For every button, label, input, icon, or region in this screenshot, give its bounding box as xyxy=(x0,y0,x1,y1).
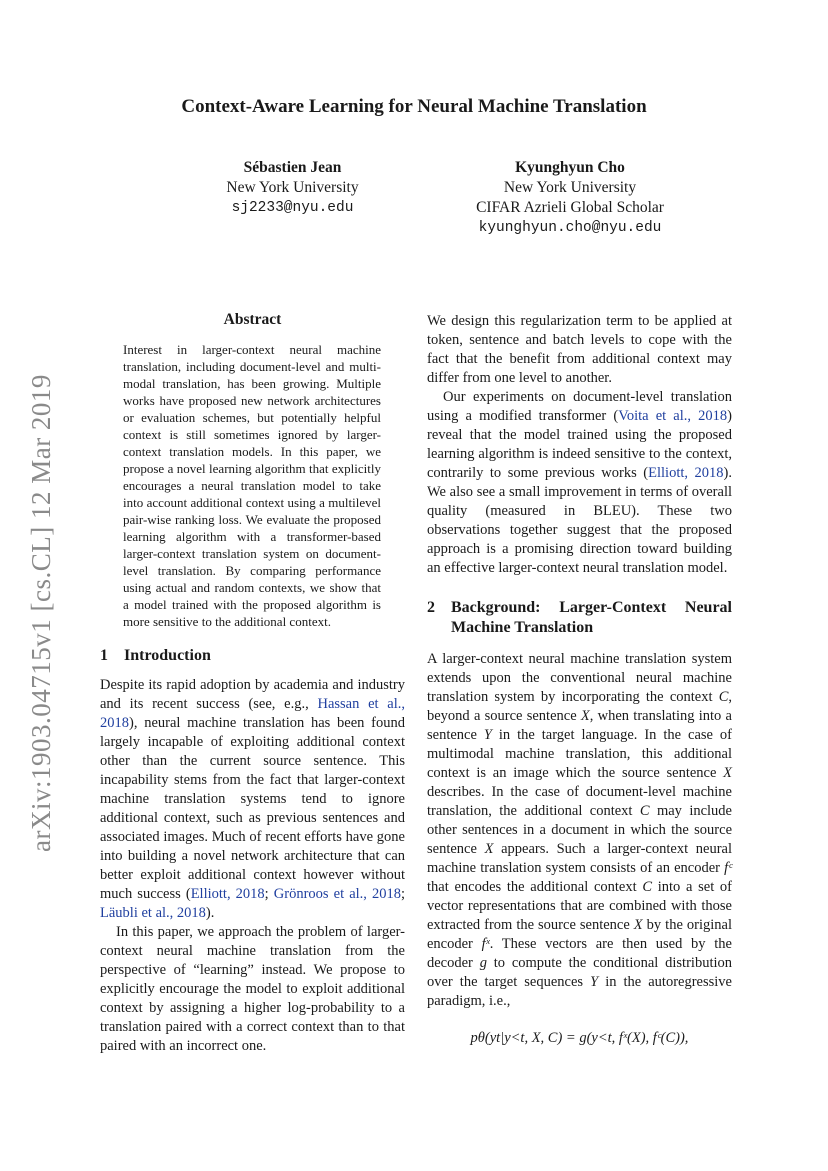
text-run: ) reveal that the model trained using the proposed learning algorithm is indeed sensitive to the context, contrarily to some previous works ( xyxy=(427,408,732,481)
math-symbol: C xyxy=(642,879,653,895)
left-column xyxy=(100,310,405,1056)
text-run: to compute the conditional distribution over the target sequences xyxy=(427,955,732,990)
citation-link[interactable]: Elliott, 2018 xyxy=(190,886,265,902)
author-block-1 xyxy=(160,158,425,218)
math-symbol: g xyxy=(479,955,487,971)
author-block-2 xyxy=(420,158,720,238)
section-heading-introduction xyxy=(100,646,405,666)
text-run: ; xyxy=(264,886,274,902)
citation-link[interactable]: Hassan et al., 2018 xyxy=(100,696,405,731)
text-run: . These vectors are then used by the decoder xyxy=(427,936,732,971)
text-run: in the autoregressive paradigm, i.e., xyxy=(427,974,732,1009)
math-symbol: X xyxy=(723,765,732,781)
text-run: Despite its rapid adoption by academia and industry and its recent success (see, e.g., xyxy=(100,677,405,712)
text-run: , beyond a source sentence xyxy=(427,689,732,724)
text-run: in the target language. In the case of multimodal machine translation, this additional context is an image which the source sentence xyxy=(427,727,732,781)
text-run: ). We also see a small improvement in terms of overall quality (measured in BLEU). These two observations together suggest that the proposed approach is a promising direction toward building an effective larger-context neural translation model. xyxy=(427,465,732,576)
equation-1: pθ(yt|y<t, X, C) = g(y<t, fˣ(X), fᶜ(C)), xyxy=(470,1030,689,1046)
section-title: Introduction xyxy=(124,647,211,664)
math-symbol: X xyxy=(633,917,643,933)
math-symbol: fˣ xyxy=(481,936,490,952)
math-symbol: C xyxy=(718,689,729,705)
text-run: Our experiments on document-level translation using a modified transformer ( xyxy=(427,389,732,424)
text-run: ), neural machine translation has been found largely incapable of exploiting additional context other than the current source sentence. This incapability stems from the fact that larger-context machine translation systems tend to ignore additional context, such as previous sentences and associated images. Much of recent efforts have gone into building a novel network architecture that can better exploit additional context however without much success ( xyxy=(100,715,405,902)
citation-link[interactable]: Elliott, 2018 xyxy=(648,465,724,481)
math-symbol: X xyxy=(580,708,590,724)
body-paragraph-1: We design this regularization term to be applied at token, sentence and batch levels to cope with the fact that the benefit from additional context may differ from one level to another. xyxy=(427,313,732,386)
author-name: Kyunghyun Cho xyxy=(515,159,625,176)
arxiv-identifier-stamp: arXiv:1903.04715v1 [cs.CL] 12 Mar 2019 xyxy=(26,374,56,852)
paper-title: Context-Aware Learning for Neural Machine Translation xyxy=(181,96,647,117)
author-affiliation: New York University xyxy=(503,179,637,196)
text-run: may include other sentences in a document in which the source sentence xyxy=(427,803,732,857)
background-paragraph-1 xyxy=(427,650,732,1011)
section-title: Background: Larger-Context Neural Machine Translation xyxy=(451,599,732,636)
intro-paragraph-2: In this paper, we approach the problem of larger-context neural machine translation from the perspective of “learning” instead. We propose to explicitly encourage the model to exploit additional context by assigning a higher log-probability to a translation paired with a correct context than to that paired with an incorrect one. xyxy=(100,924,405,1054)
intro-paragraph-1 xyxy=(100,676,405,923)
text-run: , when translating into a sentence xyxy=(427,708,732,743)
text-run: A larger-context neural machine translation system extends upon the conventional neural machine translation system by incorporating the context xyxy=(427,651,732,705)
text-run: that encodes the additional context xyxy=(427,879,643,895)
body-paragraph-2 xyxy=(427,388,732,578)
section-number: 1 xyxy=(100,647,108,664)
math-symbol: X xyxy=(484,841,494,857)
abstract-heading: Abstract xyxy=(223,311,282,328)
text-run: by the original encoder xyxy=(427,917,732,952)
math-symbol: fᶜ xyxy=(724,860,732,876)
author-email: kyunghyun.cho@nyu.edu xyxy=(478,220,662,236)
math-symbol: Y xyxy=(483,727,492,743)
author-name: Sébastien Jean xyxy=(243,159,342,176)
citation-link[interactable]: Läubli et al., 2018 xyxy=(100,905,206,921)
text-run: ; xyxy=(401,886,406,902)
text-run: describes. In the case of document-level machine translation, the additional context xyxy=(427,784,732,819)
section-number: 2 xyxy=(427,599,435,616)
author-email: sj2233@nyu.edu xyxy=(231,200,354,216)
abstract-text: Interest in larger-context neural machine translation, including document-level and multi-modal translation, has been growing. Multiple works have proposed new network architectures or evaluation schemes, but potentially helpful context is still sometimes ignored by larger-context translation models. In this paper, we propose a novel learning algorithm that explicitly encourages a neural translation model to take into account additional context using a multilevel pair-wise ranking loss. We evaluate the proposed learning algorithm with a transformer-based larger-context translation system on document-level translation. By comparing performance using actual and random contexts, we show that a model trained with the proposed algorithm is more sensitive to the additional context. xyxy=(123,342,381,629)
citation-link[interactable]: Grönroos et al., 2018 xyxy=(273,886,401,902)
text-run: ). xyxy=(205,905,215,921)
section-heading-background xyxy=(427,598,732,638)
author-affiliation: New York University xyxy=(226,179,359,196)
text-run: appears. Such a larger-context neural machine translation system consists of an encoder xyxy=(427,841,732,876)
text-run: into a set of vector representations that are combined with those extracted from the source sentence xyxy=(427,879,732,933)
right-column xyxy=(427,312,732,1048)
math-symbol: C xyxy=(639,803,650,819)
author-extra-affiliation: CIFAR Azrieli Global Scholar xyxy=(476,199,664,216)
citation-link[interactable]: Voita et al., 2018 xyxy=(618,408,728,424)
math-symbol: Y xyxy=(590,974,599,990)
